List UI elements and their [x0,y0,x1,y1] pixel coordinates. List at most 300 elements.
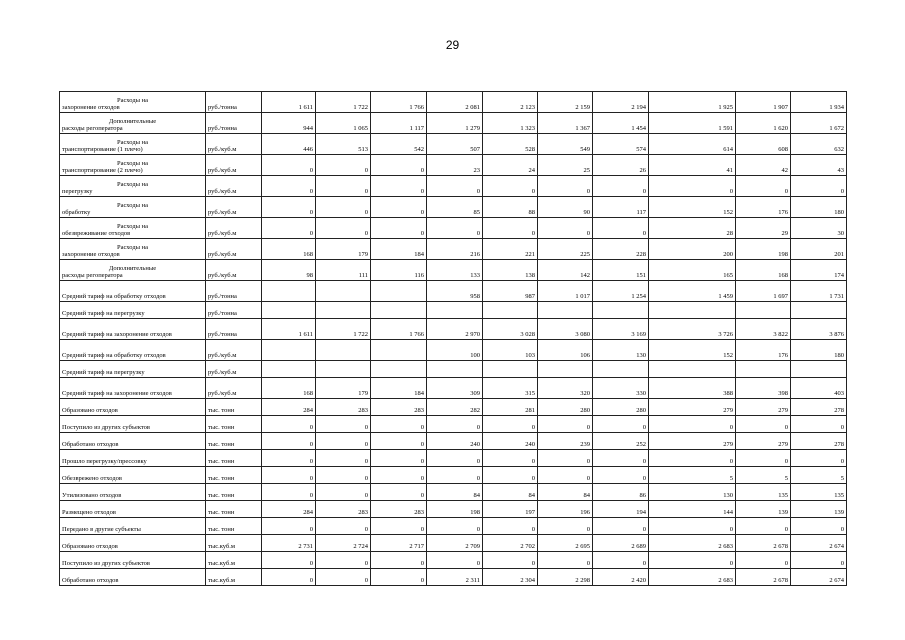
row-name-line-2: расходы регоператора [62,272,123,279]
value-cell: 330 [593,378,649,399]
value-cell: 111 [316,260,371,281]
value-cell: 180 [791,197,847,218]
row-name-line-2: Прошло перегрузку/прессовку [62,458,147,465]
value-cell: 0 [316,416,371,433]
value-cell: 42 [736,155,791,176]
value-cell: 0 [262,176,316,197]
value-cell: 86 [593,484,649,501]
value-cell: 1 611 [262,319,316,340]
value-cell: 139 [736,501,791,518]
table-row [60,155,847,176]
table-row [60,361,847,378]
table-row [60,501,847,518]
value-cell: 279 [649,399,736,416]
value-cell: 278 [791,433,847,450]
value-cell: 43 [791,155,847,176]
value-cell: 1 611 [262,92,316,113]
value-cell: 284 [262,501,316,518]
row-name-line-1: Дополнительные [108,265,157,272]
row-name-line-2: обработку [62,209,91,216]
row-name-cell [60,176,206,197]
value-cell: 1 065 [316,113,371,134]
value-cell: 446 [262,134,316,155]
row-name-cell [60,399,206,416]
value-cell: 0 [593,218,649,239]
value-cell [371,302,427,319]
table-row [60,113,847,134]
value-cell [427,361,483,378]
row-unit-cell: тыс. тонн [206,433,262,450]
value-cell: 103 [483,340,538,361]
table-row [60,134,847,155]
table-row [60,399,847,416]
value-cell: 130 [649,484,736,501]
value-cell: 1 017 [538,281,593,302]
value-cell: 116 [371,260,427,281]
table-row [60,218,847,239]
row-name-line-2: Средний тариф на захоронение отходов [62,390,172,397]
row-name-line-2: Средний тариф на захоронение отходов [62,331,172,338]
row-name-line-1: Расходы на [116,244,149,251]
value-cell: 309 [427,378,483,399]
value-cell [371,340,427,361]
value-cell: 513 [316,134,371,155]
value-cell: 239 [538,433,593,450]
value-cell: 144 [649,501,736,518]
row-unit-cell: руб./куб.м [206,197,262,218]
row-unit-cell: руб./куб.м [206,239,262,260]
value-cell: 1 620 [736,113,791,134]
row-unit-cell: тыс. тонн [206,399,262,416]
row-unit-cell: руб./куб.м [206,340,262,361]
value-cell: 88 [483,197,538,218]
row-unit-cell: руб./куб.м [206,260,262,281]
value-cell: 2 689 [593,535,649,552]
value-cell: 0 [593,176,649,197]
value-cell: 225 [538,239,593,260]
row-name-cell [60,218,206,239]
value-cell: 0 [483,467,538,484]
value-cell: 0 [736,176,791,197]
value-cell: 0 [262,416,316,433]
row-unit-cell: руб./куб.м [206,155,262,176]
value-cell [649,361,736,378]
row-name-line-2: Обработано отходов [62,577,119,584]
row-unit-cell: руб./куб.м [206,134,262,155]
value-cell: 0 [371,155,427,176]
value-cell: 0 [316,218,371,239]
value-cell: 2 724 [316,535,371,552]
value-cell: 0 [483,450,538,467]
value-cell: 0 [427,450,483,467]
value-cell: 0 [371,467,427,484]
value-cell: 5 [736,467,791,484]
value-cell: 0 [538,416,593,433]
value-cell: 283 [316,501,371,518]
row-name-cell [60,361,206,378]
table-body [60,92,847,586]
row-name-line-1: Расходы на [116,181,149,188]
table-row [60,197,847,218]
value-cell: 0 [262,450,316,467]
value-cell: 1 722 [316,319,371,340]
value-cell: 0 [316,467,371,484]
value-cell: 29 [736,218,791,239]
value-cell: 2 304 [483,569,538,586]
value-cell: 398 [736,378,791,399]
value-cell: 0 [427,416,483,433]
row-name-line-2: Обезврежено отходов [62,475,122,482]
value-cell: 0 [371,218,427,239]
value-cell: 179 [316,378,371,399]
row-name-line-2: Поступило из других субъектов [62,424,150,431]
value-cell: 284 [262,399,316,416]
row-unit-cell: руб./куб.м [206,218,262,239]
table-row [60,92,847,113]
row-name-cell [60,518,206,535]
value-cell: 2 123 [483,92,538,113]
value-cell [316,302,371,319]
value-cell: 280 [538,399,593,416]
value-cell [483,361,538,378]
table-row [60,433,847,450]
value-cell: 142 [538,260,593,281]
value-cell: 0 [262,155,316,176]
value-cell: 135 [791,484,847,501]
value-cell: 0 [316,569,371,586]
value-cell: 279 [649,433,736,450]
value-cell: 200 [649,239,736,260]
value-cell: 0 [538,218,593,239]
value-cell: 240 [427,433,483,450]
value-cell: 117 [593,197,649,218]
value-cell: 283 [371,501,427,518]
value-cell: 1 925 [649,92,736,113]
row-name-cell [60,197,206,218]
value-cell: 252 [593,433,649,450]
value-cell: 2 194 [593,92,649,113]
row-name-line-2: расходы регоператора [62,125,123,132]
value-cell [427,302,483,319]
row-name-cell [60,302,206,319]
value-cell: 1 279 [427,113,483,134]
table-row [60,340,847,361]
value-cell: 987 [483,281,538,302]
row-name-line-2: Передано в другие субъекты [62,526,141,533]
value-cell: 151 [593,260,649,281]
value-cell: 2 081 [427,92,483,113]
row-name-cell [60,450,206,467]
value-cell: 2 731 [262,535,316,552]
value-cell: 1 731 [791,281,847,302]
value-cell [262,302,316,319]
row-unit-cell: руб./куб.м [206,176,262,197]
value-cell: 216 [427,239,483,260]
value-cell: 1 117 [371,113,427,134]
value-cell [538,302,593,319]
row-unit-cell: тыс. тонн [206,501,262,518]
row-name-cell [60,433,206,450]
value-cell [736,302,791,319]
row-unit-cell: тыс. тонн [206,467,262,484]
value-cell: 279 [736,399,791,416]
value-cell: 0 [791,416,847,433]
value-cell: 106 [538,340,593,361]
value-cell: 1 766 [371,319,427,340]
row-unit-cell: тыс.куб.м [206,552,262,569]
value-cell [316,340,371,361]
row-name-line-1: Расходы на [116,97,149,104]
value-cell: 0 [427,552,483,569]
value-cell: 84 [538,484,593,501]
row-name-line-2: Размещено отходов [62,509,116,516]
value-cell: 0 [316,450,371,467]
value-cell: 24 [483,155,538,176]
value-cell: 198 [736,239,791,260]
value-cell: 0 [593,467,649,484]
value-cell [316,361,371,378]
row-name-line-2: Утилизовано отходов [62,492,122,499]
value-cell: 3 080 [538,319,593,340]
value-cell: 0 [538,518,593,535]
value-cell [538,361,593,378]
row-name-line-2: Средний тариф на перегрузку [62,369,145,376]
value-cell: 5 [791,467,847,484]
value-cell [262,281,316,302]
value-cell: 0 [371,484,427,501]
value-cell: 0 [736,450,791,467]
value-cell: 0 [262,433,316,450]
row-name-cell [60,501,206,518]
value-cell: 0 [649,176,736,197]
row-name-line-2: захоронение отходов [62,251,120,258]
row-name-line-2: Поступило из других субъектов [62,560,150,567]
row-name-cell [60,281,206,302]
row-unit-cell: тыс. тонн [206,518,262,535]
value-cell: 2 702 [483,535,538,552]
value-cell: 1 459 [649,281,736,302]
value-cell: 0 [371,176,427,197]
table-row [60,416,847,433]
value-cell: 958 [427,281,483,302]
row-unit-cell: тыс. тонн [206,484,262,501]
value-cell: 0 [736,518,791,535]
value-cell: 0 [427,176,483,197]
row-name-line-2: Образовано отходов [62,407,118,414]
value-cell: 28 [649,218,736,239]
row-name-cell [60,340,206,361]
value-cell: 403 [791,378,847,399]
row-name-line-1: Расходы на [116,139,149,146]
value-cell: 0 [538,467,593,484]
value-cell: 0 [371,569,427,586]
value-cell: 0 [483,416,538,433]
value-cell: 1 367 [538,113,593,134]
value-cell: 0 [483,518,538,535]
value-cell: 0 [649,552,736,569]
value-cell [649,302,736,319]
value-cell: 0 [649,450,736,467]
value-cell: 0 [427,218,483,239]
row-name-cell [60,155,206,176]
value-cell [736,361,791,378]
value-cell: 179 [316,239,371,260]
value-cell: 3 028 [483,319,538,340]
row-name-cell [60,319,206,340]
row-name-line-2: обезвреживание отходов [62,230,131,237]
value-cell: 198 [427,501,483,518]
value-cell: 196 [538,501,593,518]
row-name-line-1: Расходы на [116,223,149,230]
value-cell: 5 [649,467,736,484]
table-row [60,378,847,399]
value-cell: 0 [316,552,371,569]
value-cell: 176 [736,197,791,218]
value-cell: 168 [736,260,791,281]
value-cell: 84 [427,484,483,501]
value-cell: 2 298 [538,569,593,586]
value-cell: 2 695 [538,535,593,552]
value-cell: 0 [316,176,371,197]
value-cell: 507 [427,134,483,155]
row-name-cell [60,134,206,155]
value-cell: 138 [483,260,538,281]
table-row [60,518,847,535]
row-unit-cell: руб./тонна [206,302,262,319]
value-cell: 2 420 [593,569,649,586]
value-cell: 280 [593,399,649,416]
row-name-line-2: Обработано отходов [62,441,119,448]
value-cell: 3 726 [649,319,736,340]
value-cell: 0 [427,518,483,535]
value-cell: 1 907 [736,92,791,113]
table-row [60,281,847,302]
value-cell: 0 [791,176,847,197]
row-unit-cell: руб./тонна [206,113,262,134]
value-cell: 0 [262,552,316,569]
value-cell: 100 [427,340,483,361]
value-cell [483,302,538,319]
value-cell: 2 717 [371,535,427,552]
value-cell: 26 [593,155,649,176]
value-cell: 944 [262,113,316,134]
value-cell: 133 [427,260,483,281]
value-cell: 0 [371,552,427,569]
value-cell: 0 [371,450,427,467]
row-name-line-1: Дополнительные [108,118,157,125]
value-cell: 184 [371,378,427,399]
row-name-line-2: Образовано отходов [62,543,118,550]
value-cell: 1 934 [791,92,847,113]
value-cell: 2 674 [791,569,847,586]
value-cell: 614 [649,134,736,155]
value-cell: 197 [483,501,538,518]
value-cell: 0 [262,218,316,239]
value-cell: 139 [791,501,847,518]
value-cell: 168 [262,239,316,260]
value-cell [316,281,371,302]
value-cell: 180 [791,340,847,361]
value-cell: 0 [371,433,427,450]
value-cell: 1 254 [593,281,649,302]
value-cell: 135 [736,484,791,501]
value-cell: 85 [427,197,483,218]
value-cell: 0 [791,450,847,467]
value-cell: 0 [316,433,371,450]
value-cell: 0 [371,518,427,535]
value-cell: 0 [262,569,316,586]
value-cell: 528 [483,134,538,155]
row-name-cell [60,378,206,399]
row-unit-cell: руб./куб.м [206,378,262,399]
value-cell: 240 [483,433,538,450]
row-unit-cell: руб./тонна [206,319,262,340]
value-cell: 184 [371,239,427,260]
row-unit-cell: руб./куб.м [206,361,262,378]
value-cell: 0 [262,484,316,501]
value-cell: 0 [736,416,791,433]
value-cell: 281 [483,399,538,416]
value-cell: 1 591 [649,113,736,134]
value-cell [593,302,649,319]
row-unit-cell: руб./тонна [206,281,262,302]
value-cell: 0 [262,197,316,218]
row-unit-cell: тыс. тонн [206,416,262,433]
value-cell: 90 [538,197,593,218]
value-cell: 278 [791,399,847,416]
value-cell: 388 [649,378,736,399]
table-row [60,535,847,552]
value-cell: 0 [791,552,847,569]
value-cell: 1 722 [316,92,371,113]
row-name-cell [60,113,206,134]
value-cell: 632 [791,134,847,155]
row-name-line-2: транспортирование (2 плечо) [62,167,143,174]
value-cell: 130 [593,340,649,361]
value-cell: 0 [316,518,371,535]
value-cell: 0 [593,518,649,535]
value-cell: 0 [538,552,593,569]
value-cell: 201 [791,239,847,260]
value-cell: 2 311 [427,569,483,586]
row-name-line-1: Расходы на [116,202,149,209]
value-cell: 1 323 [483,113,538,134]
value-cell: 0 [736,552,791,569]
value-cell: 176 [736,340,791,361]
table-row [60,319,847,340]
row-unit-cell: тыс. тонн [206,450,262,467]
row-name-line-2: перегрузку [62,188,93,195]
value-cell: 152 [649,197,736,218]
value-cell: 0 [483,176,538,197]
value-cell: 542 [371,134,427,155]
value-cell: 0 [593,552,649,569]
table-row [60,467,847,484]
tariff-data-table [59,91,847,586]
value-cell: 228 [593,239,649,260]
row-unit-cell: руб./тонна [206,92,262,113]
value-cell: 0 [371,197,427,218]
table-row [60,239,847,260]
row-name-cell [60,260,206,281]
row-name-cell [60,416,206,433]
value-cell: 168 [262,378,316,399]
value-cell: 1 672 [791,113,847,134]
value-cell: 3 169 [593,319,649,340]
table-row [60,569,847,586]
value-cell [371,361,427,378]
table-row [60,450,847,467]
